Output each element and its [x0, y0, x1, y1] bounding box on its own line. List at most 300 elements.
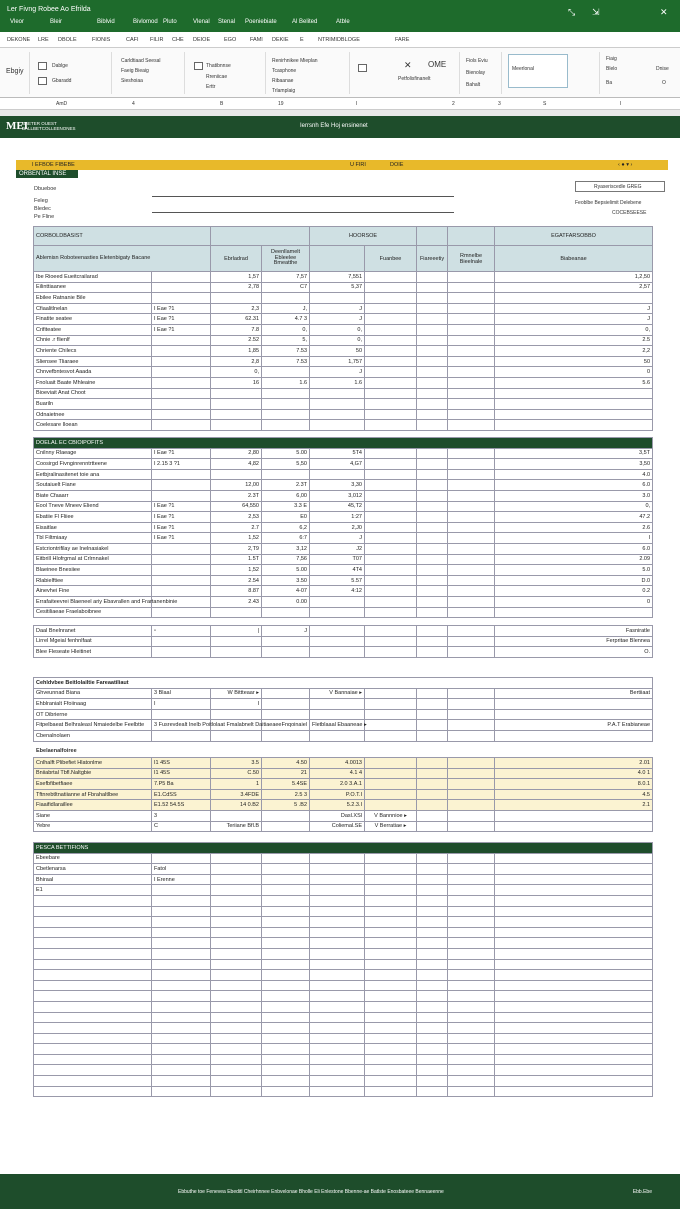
table-cell[interactable]: 50 [495, 356, 653, 367]
table-cell[interactable] [211, 730, 262, 741]
table-cell[interactable] [417, 906, 448, 917]
table-cell[interactable] [262, 607, 310, 618]
table-cell[interactable] [34, 938, 152, 949]
table-cell[interactable] [152, 575, 211, 586]
table-cell[interactable]: C [152, 821, 211, 832]
table-cell[interactable] [448, 480, 495, 491]
table-cell[interactable] [448, 938, 495, 949]
table-cell[interactable]: 3.3 E [262, 501, 310, 512]
table-cell[interactable]: 4.7 3 [262, 314, 310, 325]
table-cell[interactable] [310, 1012, 365, 1023]
ribbon-button[interactable]: Meerlonal [512, 66, 534, 72]
table-cell[interactable] [495, 709, 653, 720]
table-cell[interactable] [365, 388, 417, 399]
table-cell[interactable] [152, 948, 211, 959]
table-cell[interactable] [495, 409, 653, 420]
table-cell[interactable]: 16 [211, 377, 262, 388]
table-cell[interactable] [448, 779, 495, 790]
table-cell[interactable] [448, 647, 495, 658]
table-cell[interactable]: E1.52 54.5S [152, 800, 211, 811]
table-cell[interactable] [365, 980, 417, 991]
table-cell[interactable] [211, 853, 262, 864]
table-cell[interactable] [448, 730, 495, 741]
table-cell[interactable] [365, 1001, 417, 1012]
menu-item[interactable]: Biblvid [97, 19, 115, 25]
table-cell[interactable]: I Eae ?1 [152, 512, 211, 523]
table-cell[interactable]: 2,53 [211, 512, 262, 523]
ribbon-button[interactable]: Faeig Bieaig [121, 68, 149, 74]
table-cell[interactable] [495, 1044, 653, 1055]
table-cell[interactable] [448, 864, 495, 875]
table-cell[interactable] [417, 980, 448, 991]
table-cell[interactable] [211, 1012, 262, 1023]
table-cell[interactable]: 4.1 4 [310, 768, 365, 779]
table-cell[interactable]: J [495, 314, 653, 325]
table-cell[interactable]: Fletblaaal Ebaaneae ▸ [310, 720, 365, 731]
table-cell[interactable] [417, 1044, 448, 1055]
table-cell[interactable]: I Eae ?1 [152, 314, 211, 325]
table-cell[interactable] [495, 730, 653, 741]
table-cell[interactable] [34, 1012, 152, 1023]
table-cell[interactable]: I Eae ?1 [152, 501, 211, 512]
table-cell[interactable] [211, 917, 262, 928]
tab[interactable]: FAMI [250, 37, 263, 43]
table-cell[interactable] [310, 991, 365, 1002]
table-cell[interactable]: 7.8 [211, 324, 262, 335]
table-cell[interactable]: I [211, 699, 262, 710]
table-cell[interactable] [365, 768, 417, 779]
table-cell[interactable] [448, 709, 495, 720]
table-cell[interactable] [365, 874, 417, 885]
table-cell[interactable] [417, 356, 448, 367]
table-cell[interactable] [365, 448, 417, 459]
table-cell[interactable]: 5.0 [495, 565, 653, 576]
table-cell[interactable] [211, 1033, 262, 1044]
table-cell[interactable] [365, 303, 417, 314]
table-cell[interactable] [262, 399, 310, 410]
table-cell[interactable] [448, 377, 495, 388]
table-cell[interactable]: 7,551 [310, 272, 365, 283]
table-cell[interactable] [365, 533, 417, 544]
table-cell[interactable]: 6.0 [495, 543, 653, 554]
table-cell[interactable] [152, 490, 211, 501]
table-cell[interactable]: 5,50 [262, 459, 310, 470]
table-cell[interactable] [152, 480, 211, 491]
table-cell[interactable] [448, 626, 495, 637]
table-cell[interactable] [34, 959, 152, 970]
table-cell[interactable]: 0, [495, 324, 653, 335]
table-cell[interactable]: T07 [310, 554, 365, 565]
table-cell[interactable] [310, 885, 365, 896]
table-cell[interactable] [310, 626, 365, 637]
table-cell[interactable] [34, 1023, 152, 1034]
table-cell[interactable] [417, 1076, 448, 1087]
table-cell[interactable] [152, 388, 211, 399]
table-cell[interactable] [262, 420, 310, 431]
table-cell[interactable] [262, 709, 310, 720]
table-cell[interactable]: 45,T2 [310, 501, 365, 512]
table-cell[interactable] [448, 970, 495, 981]
table-cell[interactable]: 0.00 [262, 596, 310, 607]
table-cell[interactable]: J [310, 303, 365, 314]
table-cell[interactable]: 1,57 [211, 272, 262, 283]
table-cell[interactable]: 5.57 [310, 575, 365, 586]
table-cell[interactable] [417, 789, 448, 800]
table-cell[interactable] [365, 565, 417, 576]
table-cell[interactable] [152, 586, 211, 597]
table-cell[interactable] [262, 1044, 310, 1055]
table-cell[interactable]: 3,30 [310, 480, 365, 491]
table-cell[interactable] [262, 959, 310, 970]
table-cell[interactable] [262, 948, 310, 959]
table-cell[interactable] [417, 335, 448, 346]
table-cell[interactable] [417, 1012, 448, 1023]
table-cell[interactable] [417, 596, 448, 607]
table-cell[interactable] [417, 948, 448, 959]
table-cell[interactable] [152, 409, 211, 420]
table-cell[interactable] [365, 948, 417, 959]
table-cell[interactable] [417, 1086, 448, 1097]
ribbon-button[interactable]: Bienolay [466, 70, 486, 76]
ribbon-button[interactable]: Rreniicae [206, 74, 228, 80]
table-cell[interactable]: I Erenne [152, 874, 211, 885]
table-cell[interactable] [365, 789, 417, 800]
table-cell[interactable] [211, 647, 262, 658]
table-cell[interactable] [310, 938, 365, 949]
table-cell[interactable] [262, 388, 310, 399]
table-cell[interactable]: 4.0013 [310, 758, 365, 769]
table-cell[interactable] [365, 1044, 417, 1055]
table-cell[interactable]: 7,57 [262, 272, 310, 283]
table-cell[interactable]: 4.50 [262, 758, 310, 769]
table-cell[interactable] [365, 1023, 417, 1034]
tab[interactable]: E [300, 37, 304, 43]
table-cell[interactable] [448, 314, 495, 325]
table-cell[interactable] [448, 543, 495, 554]
table-cell[interactable] [310, 1033, 365, 1044]
table-cell[interactable]: 14 0.B2 [211, 800, 262, 811]
table-cell[interactable] [310, 388, 365, 399]
table-cell[interactable] [211, 409, 262, 420]
table-cell[interactable] [417, 490, 448, 501]
table-cell[interactable] [152, 1033, 211, 1044]
table-cell[interactable] [495, 906, 653, 917]
table-cell[interactable] [365, 522, 417, 533]
table-cell[interactable] [262, 699, 310, 710]
table-cell[interactable] [417, 314, 448, 325]
table-cell[interactable] [495, 980, 653, 991]
tab[interactable]: EGO [224, 37, 237, 43]
table-cell[interactable] [152, 554, 211, 565]
ribbon-button[interactable]: Dnise [656, 66, 669, 72]
table-cell[interactable] [262, 853, 310, 864]
table-cell[interactable]: 2,78 [211, 282, 262, 293]
table-cell[interactable] [365, 586, 417, 597]
table-cell[interactable] [448, 293, 495, 304]
table-cell[interactable] [262, 980, 310, 991]
table-cell[interactable]: 4T4 [310, 565, 365, 576]
table-cell[interactable] [310, 607, 365, 618]
table-cell[interactable] [448, 1054, 495, 1065]
table-cell[interactable] [448, 459, 495, 470]
table-cell[interactable] [211, 885, 262, 896]
table-cell[interactable] [310, 709, 365, 720]
table-cell[interactable] [365, 938, 417, 949]
table-cell[interactable] [262, 636, 310, 647]
table-cell[interactable] [310, 917, 365, 928]
table-cell[interactable] [310, 948, 365, 959]
table-cell[interactable] [262, 991, 310, 1002]
table-cell[interactable] [152, 1054, 211, 1065]
table-cell[interactable] [365, 699, 417, 710]
table-cell[interactable] [152, 356, 211, 367]
table-cell[interactable] [417, 768, 448, 779]
table-cell[interactable] [495, 699, 653, 710]
table-cell[interactable]: 3,50 [495, 459, 653, 470]
menu-item[interactable]: Bivlomod [133, 19, 158, 25]
table-cell[interactable] [448, 720, 495, 731]
table-cell[interactable]: V Bannaiae ▸ [310, 688, 365, 699]
table-cell[interactable] [262, 874, 310, 885]
input-line[interactable] [152, 212, 454, 213]
table-cell[interactable] [152, 1012, 211, 1023]
table-cell[interactable] [448, 885, 495, 896]
table-cell[interactable]: 2,80 [211, 448, 262, 459]
table-cell[interactable]: 5.6 [495, 377, 653, 388]
table-cell[interactable] [417, 927, 448, 938]
table-cell[interactable]: 0.2 [495, 586, 653, 597]
table-cell[interactable]: 3.4FDE [211, 789, 262, 800]
table-cell[interactable] [417, 367, 448, 378]
table-cell[interactable]: 3 [152, 810, 211, 821]
table-cell[interactable] [152, 991, 211, 1002]
table-cell[interactable] [417, 522, 448, 533]
table-cell[interactable] [417, 720, 448, 731]
table-cell[interactable]: I Eae ?1 [152, 448, 211, 459]
table-cell[interactable] [417, 970, 448, 981]
table-cell[interactable]: 7.53 [262, 346, 310, 357]
table-cell[interactable]: 1.6 [262, 377, 310, 388]
table-cell[interactable] [152, 1086, 211, 1097]
table-cell[interactable] [365, 314, 417, 325]
table-cell[interactable] [211, 959, 262, 970]
table-cell[interactable] [310, 293, 365, 304]
ribbon-button[interactable]: Ribaanae [272, 78, 294, 84]
table-cell[interactable] [495, 1054, 653, 1065]
table-cell[interactable] [417, 864, 448, 875]
table-cell[interactable]: 5.00 [262, 565, 310, 576]
table-cell[interactable]: ▫ [152, 626, 211, 637]
table-cell[interactable] [34, 970, 152, 981]
ribbon-button[interactable]: Sieshoiaa [121, 78, 143, 84]
table-cell[interactable] [152, 377, 211, 388]
table-cell[interactable]: 8.0.1 [495, 779, 653, 790]
table-cell[interactable]: Dasl.XSl [310, 810, 365, 821]
table-cell[interactable]: 3.50 [262, 575, 310, 586]
table-cell[interactable] [417, 282, 448, 293]
table-cell[interactable] [448, 596, 495, 607]
table-cell[interactable] [152, 367, 211, 378]
input-line[interactable] [152, 196, 454, 197]
table-cell[interactable] [417, 565, 448, 576]
table-cell[interactable]: E1.CdSS [152, 789, 211, 800]
table-cell[interactable] [152, 895, 211, 906]
table-cell[interactable] [495, 927, 653, 938]
table-cell[interactable]: I Eae ?1 [152, 533, 211, 544]
table-cell[interactable] [495, 959, 653, 970]
table-cell[interactable]: 0, [211, 367, 262, 378]
ribbon-button[interactable]: Gbaradd [52, 78, 72, 84]
table-cell[interactable] [310, 1065, 365, 1076]
table-cell[interactable] [365, 356, 417, 367]
table-cell[interactable] [417, 420, 448, 431]
table-cell[interactable] [448, 1076, 495, 1087]
table-cell[interactable] [417, 821, 448, 832]
table-cell[interactable] [365, 779, 417, 790]
table-cell[interactable]: 2.52 [211, 335, 262, 346]
menu-item[interactable]: Atble [336, 19, 350, 25]
table-cell[interactable] [365, 636, 417, 647]
ribbon-button[interactable]: Petfolisfinanelt [398, 76, 431, 82]
table-cell[interactable]: 5.00 [262, 448, 310, 459]
table-cell[interactable] [152, 399, 211, 410]
table-cell[interactable] [211, 895, 262, 906]
table-cell[interactable] [365, 543, 417, 554]
table-cell[interactable] [262, 1012, 310, 1023]
table-cell[interactable] [365, 607, 417, 618]
table-cell[interactable] [152, 469, 211, 480]
table-cell[interactable]: 62.31 [211, 314, 262, 325]
table-cell[interactable]: 5 .B2 [262, 800, 310, 811]
table-cell[interactable]: 6.0 [495, 480, 653, 491]
table-cell[interactable]: Fasniratle [495, 626, 653, 637]
table-cell[interactable] [448, 448, 495, 459]
table-cell[interactable]: 1.6 [310, 377, 365, 388]
table-cell[interactable] [417, 1001, 448, 1012]
table-cell[interactable] [365, 959, 417, 970]
table-cell[interactable] [417, 448, 448, 459]
table-cell[interactable] [365, 399, 417, 410]
table-cell[interactable] [211, 607, 262, 618]
table-cell[interactable] [211, 948, 262, 959]
table-cell[interactable] [448, 699, 495, 710]
table-cell[interactable] [448, 409, 495, 420]
table-cell[interactable] [365, 409, 417, 420]
table-cell[interactable] [417, 1023, 448, 1034]
table-cell[interactable]: 47.2 [495, 512, 653, 523]
table-cell[interactable]: 3,5T [495, 448, 653, 459]
table-cell[interactable] [310, 1086, 365, 1097]
table-cell[interactable] [417, 533, 448, 544]
table-cell[interactable] [365, 1033, 417, 1044]
table-cell[interactable] [211, 1076, 262, 1087]
table-cell[interactable] [262, 895, 310, 906]
table-cell[interactable]: 4.5 [495, 789, 653, 800]
table-cell[interactable] [365, 709, 417, 720]
table-cell[interactable] [365, 490, 417, 501]
table-cell[interactable] [310, 970, 365, 981]
table-cell[interactable] [211, 906, 262, 917]
table-cell[interactable] [417, 688, 448, 699]
ribbon-button[interactable]: Ba [606, 80, 613, 86]
table-cell[interactable] [417, 758, 448, 769]
table-cell[interactable] [417, 938, 448, 949]
table-cell[interactable] [152, 647, 211, 658]
menu-item[interactable]: Pluto [163, 19, 177, 25]
table-cell[interactable]: 2,57 [495, 282, 653, 293]
table-cell[interactable] [365, 501, 417, 512]
table-cell[interactable] [211, 1023, 262, 1034]
table-cell[interactable] [417, 709, 448, 720]
table-cell[interactable]: J [262, 626, 310, 637]
table-cell[interactable] [262, 647, 310, 658]
table-cell[interactable] [495, 1033, 653, 1044]
table-cell[interactable] [152, 970, 211, 981]
table-cell[interactable] [495, 1086, 653, 1097]
table-cell[interactable] [211, 927, 262, 938]
menu-item[interactable]: Stenal [218, 19, 236, 25]
reference-box[interactable] [575, 181, 665, 192]
table-cell[interactable]: 2,J0 [310, 522, 365, 533]
table-cell[interactable]: E0 [262, 512, 310, 523]
table-cell[interactable] [448, 501, 495, 512]
table-cell[interactable] [152, 335, 211, 346]
table-cell[interactable] [310, 730, 365, 741]
table-cell[interactable] [448, 303, 495, 314]
table-cell[interactable] [211, 991, 262, 1002]
table-cell[interactable] [365, 970, 417, 981]
table-cell[interactable] [495, 864, 653, 875]
table-cell[interactable] [34, 1086, 152, 1097]
table-cell[interactable] [365, 720, 417, 731]
tab[interactable]: LRE [38, 37, 49, 43]
table-cell[interactable] [495, 1076, 653, 1087]
table-cell[interactable] [34, 1044, 152, 1055]
table-cell[interactable] [310, 853, 365, 864]
table-cell[interactable]: | [211, 626, 262, 637]
table-cell[interactable] [262, 1033, 310, 1044]
table-cell[interactable] [211, 938, 262, 949]
table-cell[interactable] [417, 917, 448, 928]
table-cell[interactable] [365, 420, 417, 431]
table-cell[interactable] [365, 1076, 417, 1087]
table-cell[interactable]: 1.5T [211, 554, 262, 565]
ribbon-button[interactable]: Dablge [52, 63, 68, 69]
table-cell[interactable] [365, 1054, 417, 1065]
table-cell[interactable]: J2 [310, 543, 365, 554]
table-cell[interactable] [448, 758, 495, 769]
table-cell[interactable]: 4-07 [262, 586, 310, 597]
table-cell[interactable]: 3.0 [495, 490, 653, 501]
table-cell[interactable] [262, 1001, 310, 1012]
table-cell[interactable]: 8.87 [211, 586, 262, 597]
table-cell[interactable] [34, 895, 152, 906]
table-cell[interactable] [152, 885, 211, 896]
table-cell[interactable]: 0, [310, 335, 365, 346]
table-cell[interactable]: 64,550 [211, 501, 262, 512]
table-cell[interactable] [262, 688, 310, 699]
table-cell[interactable] [310, 699, 365, 710]
table-cell[interactable] [417, 272, 448, 283]
table-cell[interactable]: Coliemal.SE [310, 821, 365, 832]
table-cell[interactable] [365, 282, 417, 293]
table-cell[interactable] [310, 927, 365, 938]
table-cell[interactable] [495, 991, 653, 1002]
ribbon-button[interactable]: Fiaig [606, 56, 617, 62]
table-cell[interactable] [448, 324, 495, 335]
table-cell[interactable]: 2.5 3 [262, 789, 310, 800]
table-cell[interactable] [152, 927, 211, 938]
